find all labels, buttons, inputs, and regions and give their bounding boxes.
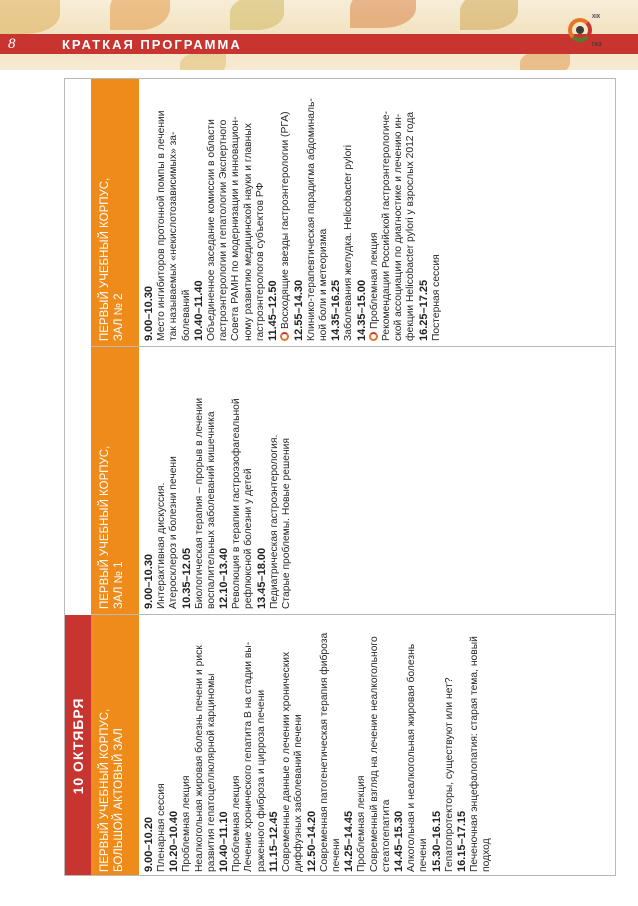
session-description-line: Биологическая терапия – прорыв в лечении <box>193 397 205 609</box>
session-description <box>431 83 443 341</box>
session-description <box>181 619 218 872</box>
session-description <box>206 83 267 341</box>
leaf-decoration <box>350 0 416 28</box>
session-time: 14.45–15.30 <box>393 810 406 872</box>
session-description-line: Проблемная лекция <box>181 775 193 872</box>
session-description-line: подход <box>481 838 493 872</box>
hall-header-line: ПЕРВЫЙ УЧЕБНЫЙ КОРПУС, <box>99 445 111 609</box>
session-description-line: фекции Helicobacter pylori у взрослых 2012 года <box>405 111 417 341</box>
program-column <box>91 79 616 347</box>
leaf-decoration <box>180 52 226 70</box>
leaf-decoration <box>110 0 170 30</box>
program-table <box>64 78 616 876</box>
session-item <box>267 83 292 341</box>
session-description-line: Гепатопротекторы, существуют или нет? <box>443 677 455 872</box>
session-item <box>418 83 443 341</box>
session-description-line: Постерная сессия <box>430 254 442 341</box>
session-item <box>456 619 494 872</box>
session-description-line: Атеросклероз и болезни печени <box>168 456 180 609</box>
session-time: 9.00–10.30 <box>143 285 155 341</box>
hall-header-line: БОЛЬШОЙ АКТОВЫЙ ЗАЛ <box>113 728 125 872</box>
session-description-text: Восходящие звезды гастроэнтерологии (РГА) <box>280 111 292 329</box>
session-description-line: раженного фиброза и цирроза печени <box>255 689 267 872</box>
session-time: 12.55–14.30 <box>292 279 305 341</box>
session-description-line: гастроэнтерологии и гепатологии Экспертного <box>218 119 230 341</box>
session-description-line: Революция в терапии гастроэзофагеальной <box>231 398 243 609</box>
congress-mark-icon <box>369 332 378 341</box>
session-description <box>343 83 355 341</box>
session-item <box>143 83 193 341</box>
session-description-line: Современная патогенетическая терапия фиброза <box>318 632 330 872</box>
leaf-decoration <box>460 0 518 30</box>
session-description-line: Современные данные о лечении хронических <box>281 651 293 872</box>
session-description-text: Проблемная лекция <box>368 232 380 329</box>
session-description <box>369 83 418 341</box>
session-list <box>139 79 443 346</box>
session-item <box>143 619 168 872</box>
day-header: 10 ОКТЯБРЯ <box>65 615 91 876</box>
session-time: 16.15–17.15 <box>456 810 469 872</box>
session-description-line: болеваний <box>180 289 192 341</box>
session-description-line: Проблемная лекция <box>356 775 368 872</box>
session-time: 12.10–13.40 <box>218 547 231 609</box>
session-item <box>268 619 306 872</box>
session-description <box>356 619 393 872</box>
session-item <box>218 351 256 609</box>
session-description-line: стеатогепатита <box>380 799 392 872</box>
logo-top-text: ХIX <box>592 14 601 20</box>
hall-header-line: ПЕРВЫЙ УЧЕБНЫЙ КОРПУС, <box>99 708 111 872</box>
page-title: КРАТКАЯ ПРОГРАММА <box>62 37 242 52</box>
program-column <box>91 347 616 615</box>
session-item <box>168 619 218 872</box>
session-description <box>306 83 331 341</box>
session-description <box>444 619 456 872</box>
session-description-line: Педиатрическая гастроэнтерология. <box>268 434 280 609</box>
session-item <box>393 619 431 872</box>
session-item <box>343 619 393 872</box>
program-column <box>91 615 616 876</box>
session-description <box>231 619 268 872</box>
session-description-line: рефлюксной болезни у детей <box>243 468 255 609</box>
session-description-line: Старые проблемы. Новые решения <box>281 438 293 609</box>
session-item <box>356 83 418 341</box>
hall-header <box>91 347 139 614</box>
session-description-line: развития гепатоцеллюлярной карциномы <box>205 673 217 872</box>
hall-header-line: ПЕРВЫЙ УЧЕБНЫЙ КОРПУС, <box>99 177 111 341</box>
session-description-line: Интерактивная дискуссия. <box>156 482 167 609</box>
congress-logo <box>566 14 602 48</box>
session-item <box>330 83 355 341</box>
session-description-line: Проблемная лекция <box>231 775 243 872</box>
session-time: 10.40–11.10 <box>218 811 231 872</box>
session-item <box>431 619 456 872</box>
session-description <box>280 83 292 341</box>
session-time: 14.35–16.25 <box>330 279 343 341</box>
session-time: 9.00–10.30 <box>143 553 155 609</box>
session-description-line: диффузных заболеваний печени <box>293 714 305 872</box>
session-description-line: печени <box>418 838 430 872</box>
session-time: 16.25–17.25 <box>417 279 430 341</box>
day-header-blank <box>65 79 91 615</box>
session-description-line: Печеночная энцефалопатия: старая тема, новый <box>469 636 481 872</box>
session-description-line: печени <box>330 838 342 872</box>
session-description-line: Неалкогольная жировая болезнь печени и риск <box>193 645 205 872</box>
session-description-line: Рекомендации Российской гастроэнтерологиче- <box>380 111 392 341</box>
logo-bottom-text: ГАЭ <box>592 42 602 48</box>
session-item <box>143 351 181 609</box>
leaf-decoration <box>0 0 60 34</box>
session-description-line: Место ингибиторов протонной помпы в лечении <box>156 110 167 341</box>
session-description <box>406 619 431 872</box>
session-description-line: гастроэнтерологов субъектов РФ <box>255 182 267 341</box>
session-list <box>139 615 494 876</box>
session-description <box>469 619 494 872</box>
session-description-line: ному развитию медицинской науки и главных <box>242 123 254 341</box>
session-item <box>181 351 219 609</box>
logo-center-icon <box>576 26 584 34</box>
session-time: 11.45–12.50 <box>267 280 280 341</box>
session-description <box>281 619 306 872</box>
session-description <box>156 83 193 341</box>
page-number: 8 <box>8 36 16 52</box>
session-item <box>218 619 268 872</box>
session-list <box>139 347 293 614</box>
session-time: 9.00–10.20 <box>143 816 155 872</box>
session-description-line: Пленарная сессия <box>156 783 167 872</box>
session-time: 10.20–10.40 <box>168 810 181 872</box>
session-time: 14.35–15.00 <box>355 279 368 341</box>
congress-mark-icon <box>280 332 289 341</box>
session-item <box>256 351 294 609</box>
session-description-line <box>280 83 292 341</box>
session-description <box>194 351 219 609</box>
session-time: 14.25–14.45 <box>343 810 356 872</box>
session-item <box>293 83 331 341</box>
session-description-line: Лечение хронического гепатита В на стадии вы- <box>243 641 255 872</box>
session-description-line <box>369 83 381 341</box>
session-time: 12.50–14.20 <box>305 810 318 872</box>
hall-header-line: ЗАЛ № 2 <box>113 293 125 341</box>
session-time: 10.40–11.40 <box>192 280 205 341</box>
session-description-line: воспалительных заболеваний кишечника <box>205 411 217 609</box>
session-time: 13.45–18.00 <box>255 547 268 609</box>
session-description-line: Современный взгляд на лечение неалкогольного <box>368 636 380 872</box>
session-description-line: ной боли и метеоризма <box>317 228 329 341</box>
session-description <box>269 351 294 609</box>
session-description-line: ской ассоциации по диагностике и лечению ин- <box>393 113 405 341</box>
session-time: 15.30–16.15 <box>430 810 443 872</box>
session-description <box>156 619 168 872</box>
session-item <box>306 619 344 872</box>
session-description <box>156 351 181 609</box>
leaf-decoration <box>230 0 284 30</box>
session-description <box>319 619 344 872</box>
hall-header <box>91 79 139 346</box>
session-item <box>193 83 267 341</box>
hall-header-line: ЗАЛ № 1 <box>113 561 125 609</box>
program-table-rotated <box>65 79 616 876</box>
session-time: 10.35–12.05 <box>180 547 193 609</box>
session-description-line: Клинико-терапевтическая парадигма абдоминаль- <box>305 98 317 341</box>
session-description-line: так называемых «некислотозависимых» за- <box>168 131 180 341</box>
session-description <box>231 351 256 609</box>
session-description-line: Алкогольная и неалкогольная жировая болезнь <box>406 643 418 872</box>
session-description-line: Объединенное заседание комиссии в области <box>205 119 217 341</box>
session-time: 11.15–12.45 <box>268 811 281 872</box>
session-description-line: Заболевания желудка. Helicobacter pylori <box>343 144 355 341</box>
session-description-line: Совета РАМН по модернизации и инновацион- <box>230 116 242 341</box>
hall-header <box>91 615 139 876</box>
